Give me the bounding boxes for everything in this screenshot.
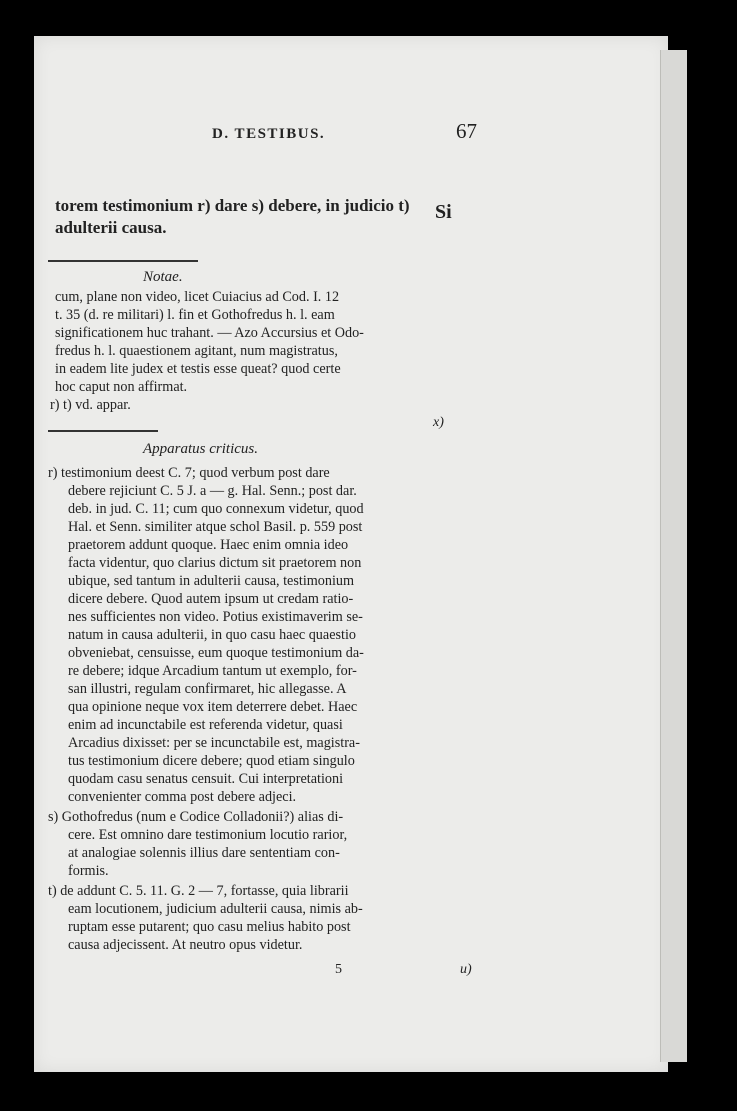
rule-apparatus [48, 430, 158, 432]
apparatus-line: praetorem addunt quoque. Haec enim omnia ideo [68, 537, 349, 553]
catchword-top: Si [435, 201, 452, 223]
apparatus-line: qua opinione neque vox item deterrere debet. Haec [68, 699, 358, 715]
apparatus-line: r) testimonium deest C. 7; quod verbum post dare [48, 465, 330, 481]
apparatus-line: obveniebat, censuisse, eum quoque testimonium da- [68, 645, 364, 661]
notae-line: significationem huc trahant. — Azo Accursius et Odo- [55, 325, 364, 341]
apparatus-line: Hal. et Senn. similiter atque schol Basil. p. 559 post [68, 519, 363, 535]
apparatus-line: san illustri, regulam confirmaret, hic allegasse. A [68, 681, 347, 697]
notae-line: r) t) vd. appar. [50, 397, 131, 413]
catchword-bottom: u) [460, 962, 472, 977]
apparatus-line: convenienter comma post debere adjeci. [68, 789, 297, 805]
apparatus-line: deb. in jud. C. 11; cum quo connexum videtur, quod [68, 501, 364, 517]
apparatus-line: ubique, sed tantum in adulterii causa, testimonium [68, 573, 355, 589]
apparatus-line: re debere; idque Arcadium tantum ut exemplo, for- [68, 663, 357, 679]
apparatus-line: facta videntur, quo clarius dictum sit praetorem non [68, 555, 362, 571]
notae-line: in eadem lite judex et testis esse queat? quod certe [55, 361, 341, 377]
apparatus-line: debere rejiciunt C. 5 J. a — g. Hal. Senn.; post dar. [68, 483, 357, 499]
apparatus-line: causa adjecissent. At neutro opus videtur. [68, 937, 303, 953]
apparatus-line: enim ad incunctabile est referenda videtur, quasi [68, 717, 343, 733]
apparatus-line: nes sufficientes non video. Potius existimaverim se- [68, 609, 363, 625]
apparatus-line: eam locutionem, judicium adulterii causa, nimis ab- [68, 901, 363, 917]
apparatus-line: t) de addunt C. 5. 11. G. 2 — 7, fortasse, quia librarii [48, 883, 349, 899]
apparatus-line: at analogiae solennis illius dare sententiam con- [68, 845, 340, 861]
apparatus-title: Apparatus criticus. [143, 441, 258, 457]
apparatus-line: dicere debere. Quod autem ipsum ut credam ratio- [68, 591, 354, 607]
running-head: D. TESTIBUS. [212, 126, 326, 142]
notae-line: cum, plane non video, licet Cuiacius ad Cod. I. 12 [55, 289, 340, 305]
signature-mark: 5 [335, 962, 342, 977]
apparatus-line: quodam casu senatus censuit. Cui interpretationi [68, 771, 344, 787]
page-number: 67 [456, 119, 477, 143]
apparatus-line: cere. Est omnino dare testimonium locutio rarior, [68, 827, 348, 843]
apparatus-line: Arcadius dixisset: per se incunctabile est, magistra- [68, 735, 360, 751]
page-edge [660, 50, 687, 1062]
notae-line: fredus h. l. quaestionem agitant, num magistratus, [55, 343, 338, 359]
rule-notae [48, 260, 198, 262]
notae-end-mark: x) [433, 415, 444, 430]
notae-title: Notae. [143, 269, 183, 285]
notae-line: t. 35 (d. re militari) l. fin et Gothofredus h. l. eam [55, 307, 335, 323]
body-line-2: adulterii causa. [55, 218, 167, 237]
apparatus-line: formis. [68, 863, 109, 879]
notae-line: hoc caput non affirmat. [55, 379, 188, 395]
apparatus-line: natum in causa adulterii, in quo casu haec quaestio [68, 627, 356, 643]
body-line-1: torem testimonium r) dare s) debere, in judicio t) [55, 196, 410, 215]
apparatus-line: tus testimonium dicere debere; quod etiam singulo [68, 753, 355, 769]
apparatus-line: ruptam esse putarent; quo casu melius habito post [68, 919, 351, 935]
apparatus-line: s) Gothofredus (num e Codice Colladonii?) alias di- [48, 809, 344, 825]
